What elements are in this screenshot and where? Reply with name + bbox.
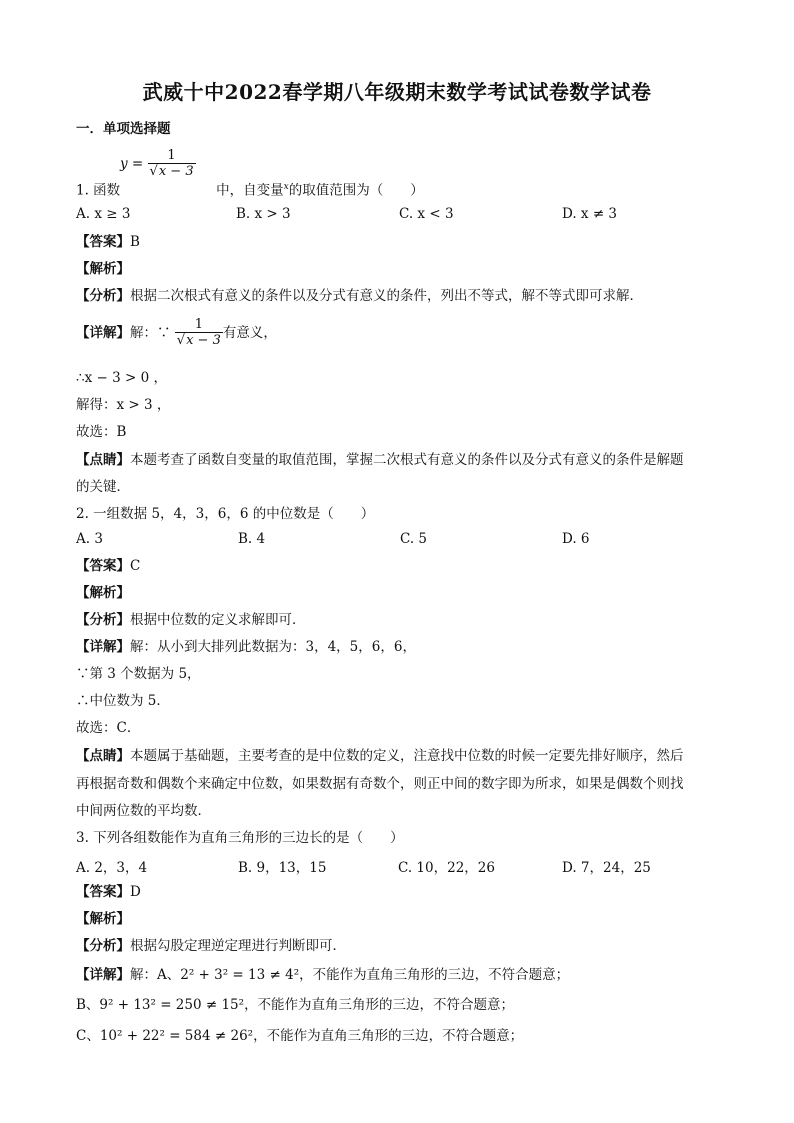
q2-dianjing-line3: 中间两位数的平均数． (76, 803, 211, 819)
q2-option-a: A. 3 (76, 531, 103, 547)
q1-formula-lhs: y = (120, 156, 144, 172)
answer-tag: 【答案】 (76, 234, 130, 250)
q2-step2: ∴中位数为 5． (76, 693, 170, 709)
q2-jiexi: 【解析】 (76, 585, 130, 601)
q3-option-c: C. 10，22，26 (398, 860, 495, 876)
q1-fenxi (76, 287, 643, 305)
answer-tag: 【答案】 (76, 558, 130, 574)
xiangjie-tag: 【详解】 (76, 967, 130, 983)
q1-stem (76, 178, 424, 200)
q1-xiangjie-pre: 解：∵ (130, 325, 171, 341)
q1-prefix: 1. 函数 (76, 182, 121, 199)
q3-line-a (76, 966, 569, 984)
q2-stem: 2. 一组数据 5，4，3，6，6 的中位数是（ ） (76, 506, 375, 522)
q1-step2: 解得：x > 3 ， (76, 397, 171, 413)
fenxi-tag: 【分析】 (76, 612, 130, 628)
q3-line-a-math: 2² + 3² = 13 ≠ 4² (180, 967, 300, 983)
q1-xiangjie-fraction (175, 318, 223, 349)
q1-suffix: 中，自变量 (216, 182, 284, 199)
q3-line-b (76, 996, 514, 1014)
q1-option-a: A. x ≥ 3 (76, 206, 131, 222)
q1-xiangjie-numerator: 1 (194, 317, 203, 332)
xiangjie-tag: 【详解】 (76, 639, 130, 655)
q1-option-d: D. x ≠ 3 (562, 206, 618, 222)
q2-xiangjie-text: 解：从小到大排列此数据为：3，4，5，6，6， (130, 639, 416, 655)
q1-xiangjie (76, 318, 277, 349)
q1-option-c: C. x < 3 (399, 206, 454, 222)
q3-option-b: B. 9，13，15 (238, 860, 327, 876)
q1-answer (76, 233, 140, 251)
q2-answer-value: C (130, 558, 141, 574)
q3-line-a-post: ，不能作为直角三角形的三边，不符合题意； (299, 967, 570, 983)
q3-line-c-math: 10² + 22² = 584 ≠ 26² (99, 1028, 254, 1044)
q3-answer (76, 883, 141, 901)
q1-xiangjie-post: 有意义， (222, 325, 277, 341)
answer-tag: 【答案】 (76, 884, 130, 900)
q1-sqrt-content: x − 3 (158, 164, 194, 179)
q1-dianjing (76, 451, 684, 469)
q1-variable: x (283, 182, 289, 192)
q2-dianjing (76, 747, 684, 765)
q1-formula (120, 149, 196, 180)
q3-line-b-math: 9² + 13² = 250 ≠ 15² (99, 997, 245, 1013)
q1-jiexi: 【解析】 (76, 261, 130, 277)
q1-fraction (148, 149, 196, 180)
q1-fraction-denominator: √x − 3 (149, 164, 194, 179)
q2-option-d: D. 6 (562, 531, 590, 547)
q2-fenxi-text: 根据中位数的定义求解即可． (130, 612, 306, 628)
q1-dianjing-line2: 的关键． (76, 479, 130, 495)
q3-option-d: D. 7，24，25 (562, 860, 651, 876)
q1-fenxi-text: 根据二次根式有意义的条件以及分式有意义的条件，列出不等式，解不等式即可求解． (130, 288, 643, 304)
xiangjie-tag: 【详解】 (76, 325, 130, 341)
q3-line-c-post: ，不能作为直角三角形的三边，不符合题意； (253, 1028, 524, 1044)
q1-answer-value: B (130, 234, 140, 250)
q3-jiexi: 【解析】 (76, 911, 130, 927)
q1-xiangjie-sqrt: x − 3 (186, 333, 221, 348)
q3-stem: 3. 下列各组数能作为直角三角形的三边长的是（ ） (76, 830, 404, 846)
q2-option-c: C. 5 (400, 531, 428, 547)
q3-line-b-post: ，不能作为直角三角形的三边，不符合题意； (244, 997, 515, 1013)
q1-step1: ∴x − 3 > 0 ， (76, 370, 167, 386)
q2-fenxi (76, 611, 306, 629)
q2-xiangjie (76, 638, 416, 656)
q2-option-b: B. 4 (238, 531, 266, 547)
q1-step3: 故选：B (76, 424, 127, 440)
dianjing-tag: 【点睛】 (76, 748, 130, 764)
q3-fenxi (76, 937, 346, 955)
q3-option-a: A. 2，3，4 (76, 860, 148, 876)
q2-step1: ∵第 3 个数据为 5， (76, 666, 201, 682)
q3-line-c (76, 1027, 523, 1045)
q1-option-b: B. x > 3 (236, 206, 291, 222)
q3-fenxi-text: 根据勾股定理逆定理进行判断即可． (130, 938, 346, 954)
q3-line-a-pre: 解：A、 (130, 967, 181, 983)
q3-line-b-pre: B、 (76, 997, 100, 1013)
q3-answer-value: D (130, 884, 141, 900)
section-heading: 一．单项选择题 (76, 121, 171, 137)
fenxi-tag: 【分析】 (76, 938, 130, 954)
q1-dianjing-line1: 本题考查了函数自变量的取值范围，掌握二次根式有意义的条件以及分式有意义的条件是解题 (130, 452, 684, 468)
q2-step3: 故选：C． (76, 720, 141, 736)
page-title: 武威十中2022春学期八年级期末数学考试试卷数学试卷 (142, 80, 652, 104)
q1-fraction-numerator: 1 (167, 148, 176, 163)
q2-answer (76, 557, 140, 575)
q2-dianjing-line2: 再根据奇数和偶数个来确定中位数，如果数据有奇数个，则正中间的数字即为所求，如果是偶数个则找 (76, 776, 684, 792)
q1-suffix2: 的取值范围为（ ） (288, 182, 424, 199)
q2-dianjing-line1: 本题属于基础题，主要考查的是中位数的定义，注意找中位数的时候一定要先排好顺序，然后 (130, 748, 684, 764)
q1-xiangjie-denominator: √x − 3 (176, 333, 221, 348)
fenxi-tag: 【分析】 (76, 288, 130, 304)
dianjing-tag: 【点睛】 (76, 452, 130, 468)
q3-line-c-pre: C、 (76, 1028, 100, 1044)
